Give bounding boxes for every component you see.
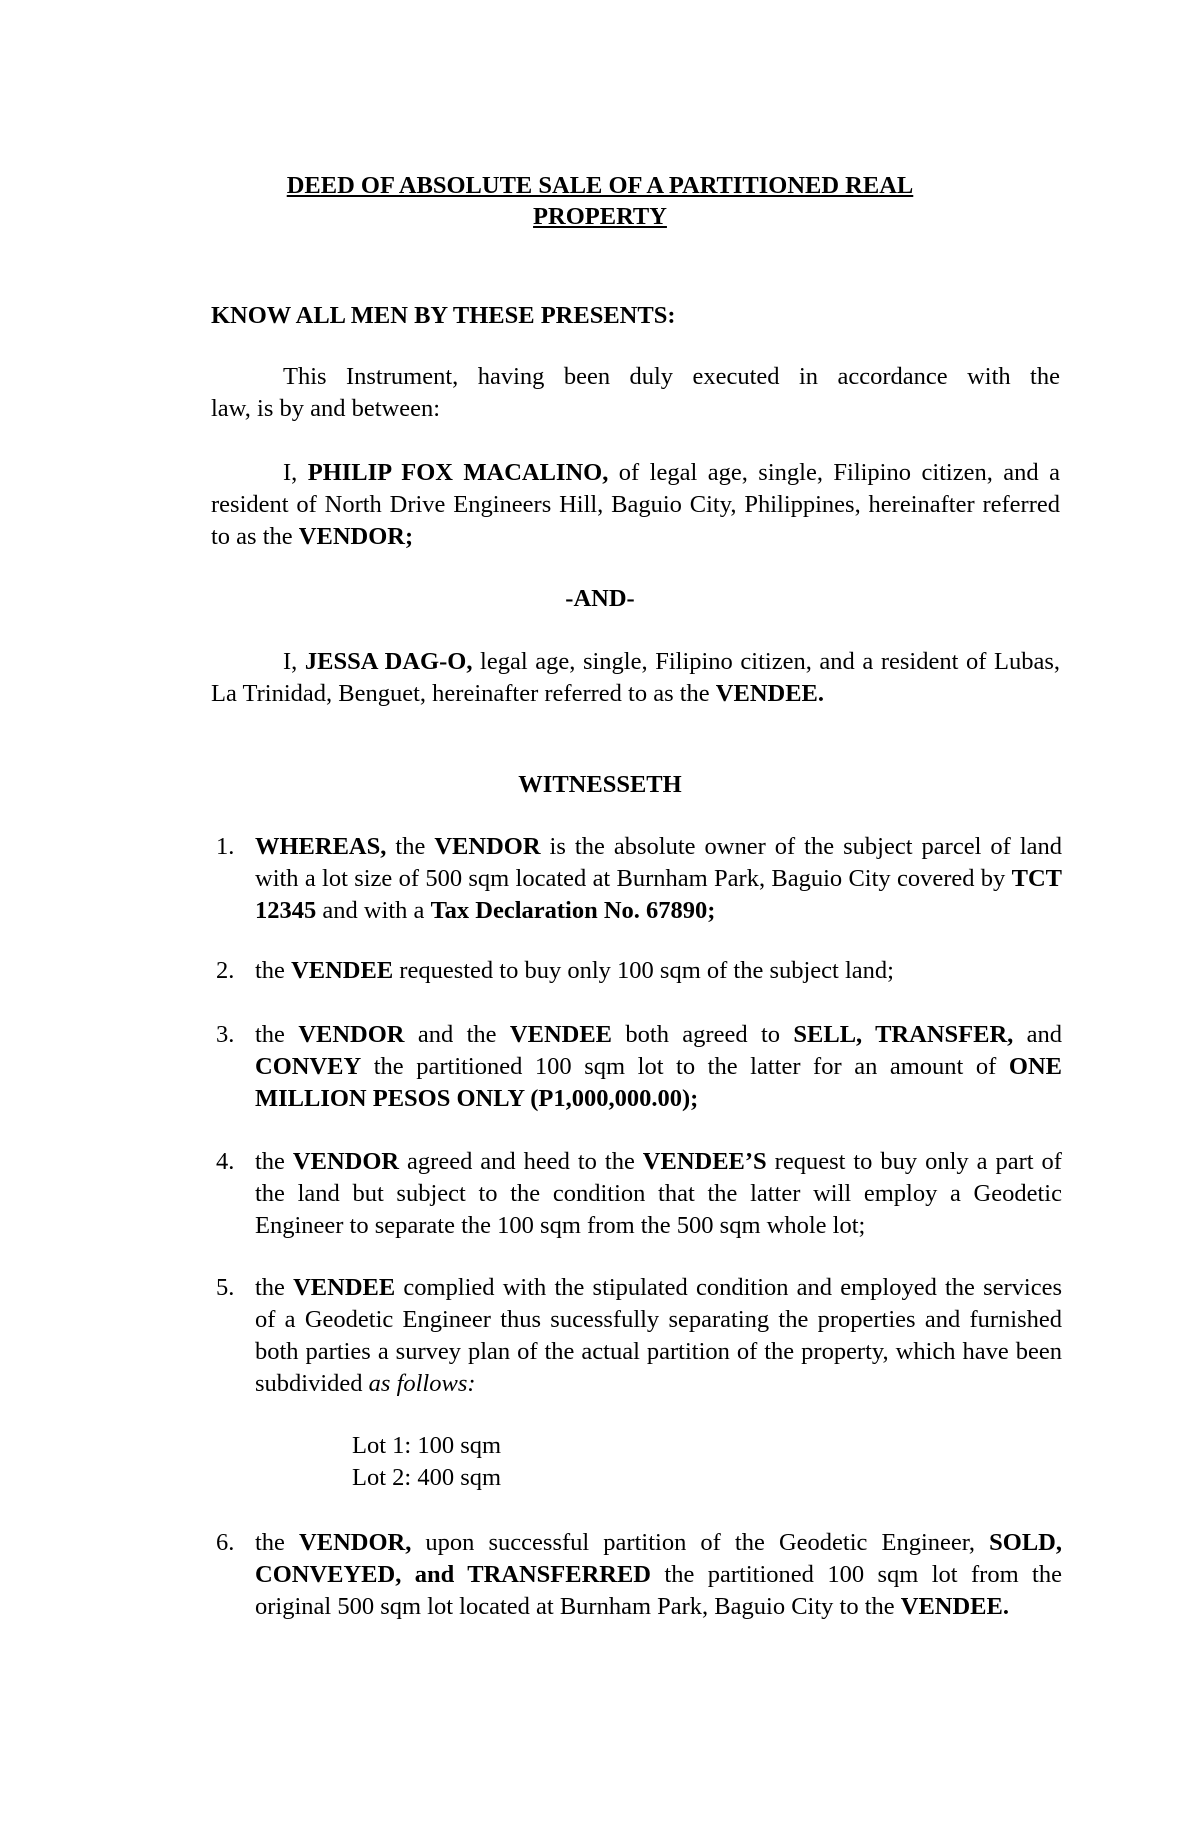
clause-text: complied with the stipulated condition and employed the services of a Geodetic Engineer thus sucessfully separating the properties and furnished both parties a survey plan of the actual partition of the property, which have been subdivided <box>255 1274 1062 1397</box>
vendee-party-paragraph <box>211 646 1060 710</box>
clause-bold: TCT 12345 <box>255 865 1062 924</box>
clause-bold: VENDEE’S <box>642 1148 767 1175</box>
clause-number: 1. <box>216 833 235 860</box>
vendor-party-paragraph <box>211 457 1060 553</box>
clause-text: is the absolute owner of the subject parcel of land with a lot size of 500 sqm located at Burnham Park, Baguio City covered by <box>255 833 1062 892</box>
clause-6 <box>216 1527 1062 1623</box>
vendee-name: JESSA DAG-O, <box>304 648 473 675</box>
clause-bold: VENDEE <box>291 957 394 984</box>
clause-bold: ONE MILLION PESOS ONLY (P1,000,000.00); <box>255 1053 1062 1112</box>
clause-bold: VENDOR, <box>299 1529 412 1556</box>
clause-text: the <box>255 1021 299 1048</box>
clause-bold: VENDOR <box>292 1148 400 1175</box>
vendor-role: VENDOR; <box>298 523 414 550</box>
witnesseth-heading: WITNESSETH <box>518 771 682 798</box>
clause-body <box>255 955 1062 987</box>
lot-1: Lot 1: 100 sqm <box>352 1432 502 1459</box>
clause-text: the <box>255 957 292 984</box>
clause-text: the <box>255 1274 294 1301</box>
vendee-role: VENDEE. <box>715 680 825 707</box>
clause-body <box>255 831 1062 927</box>
clause-text: upon successful partition of the Geodetic Engineer, <box>411 1529 990 1556</box>
clause-text: request to buy only a part of the land but subject to the condition that the latter will employ a Geodetic Engineer to separate the 100 sqm from the 500 sqm whole lot; <box>255 1148 1062 1239</box>
vendor-name: PHILIP FOX MACALINO, <box>307 459 609 486</box>
clause-text: and <box>1013 1021 1063 1048</box>
clause-number: 2. <box>216 957 235 984</box>
clause-bold: VENDEE <box>509 1021 613 1048</box>
title-line-2: PROPERTY <box>533 203 667 230</box>
document-title <box>0 170 1200 232</box>
clause-bold: Tax Declaration No. 67890; <box>430 897 716 924</box>
lot-list <box>352 1430 501 1494</box>
clause-body <box>255 1146 1062 1242</box>
vendor-details: of legal age, single, Filipino citizen, and a resident of North Drive Engineers Hill, Baguio City, Philippines, hereinafter referred to as the <box>211 459 1061 550</box>
intro-line-1: This Instrument, having been duly executed in accordance with the <box>283 363 1060 390</box>
clause-italic: as follows: <box>368 1370 476 1397</box>
clause-bold: VENDEE <box>293 1274 396 1301</box>
clause-number: 5. <box>216 1274 235 1301</box>
intro-line-2: law, is by and between: <box>211 395 441 422</box>
clause-bold: CONVEY <box>255 1053 362 1080</box>
clause-bold: SELL, TRANSFER, <box>793 1021 1014 1048</box>
clause-body <box>255 1272 1062 1400</box>
intro-paragraph <box>211 361 1060 425</box>
and-separator: -AND- <box>565 585 635 612</box>
clause-bold: VENDOR <box>298 1021 405 1048</box>
clause-bold: SOLD, CONVEYED, and TRANSFERRED <box>255 1529 1062 1588</box>
vendee-lead: I, <box>283 648 305 675</box>
clause-number: 3. <box>216 1021 235 1048</box>
clause-text: both agreed to <box>612 1021 794 1048</box>
clause-text: and the <box>404 1021 510 1048</box>
clause-5 <box>216 1272 1062 1400</box>
clause-text: the <box>386 833 435 860</box>
vendee-details: legal age, single, Filipino citizen, and a resident of Lubas, La Trinidad, Benguet, hereinafter referred to as the <box>211 648 1060 707</box>
clause-text: agreed and heed to the <box>399 1148 643 1175</box>
clause-text: the partitioned 100 sqm lot to the latter for an amount of <box>361 1053 1009 1080</box>
clause-text: requested to buy only 100 sqm of the subject land; <box>393 957 894 984</box>
title-line-1: DEED OF ABSOLUTE SALE OF A PARTITIONED REAL <box>286 172 914 199</box>
lot-2: Lot 2: 400 sqm <box>352 1464 502 1491</box>
clause-bold: WHEREAS, <box>255 833 387 860</box>
clause-bold: VENDEE. <box>900 1593 1009 1620</box>
clause-body <box>255 1527 1062 1623</box>
clause-1 <box>216 831 1062 927</box>
clause-text: the partitioned 100 sqm lot from the original 500 sqm lot located at Burnham Park, Baguio City to the <box>255 1561 1062 1620</box>
clause-bold: VENDOR <box>434 833 541 860</box>
clause-2 <box>216 955 1062 987</box>
clause-text: the <box>255 1529 300 1556</box>
clause-text: the <box>255 1148 293 1175</box>
vendor-lead: I, <box>283 459 308 486</box>
clause-4 <box>216 1146 1062 1242</box>
know-all-heading: KNOW ALL MEN BY THESE PRESENTS: <box>211 302 676 329</box>
clause-body <box>255 1019 1062 1115</box>
clause-text: and with a <box>316 897 431 924</box>
clause-number: 4. <box>216 1148 235 1175</box>
clause-3 <box>216 1019 1062 1115</box>
clause-number: 6. <box>216 1529 235 1556</box>
